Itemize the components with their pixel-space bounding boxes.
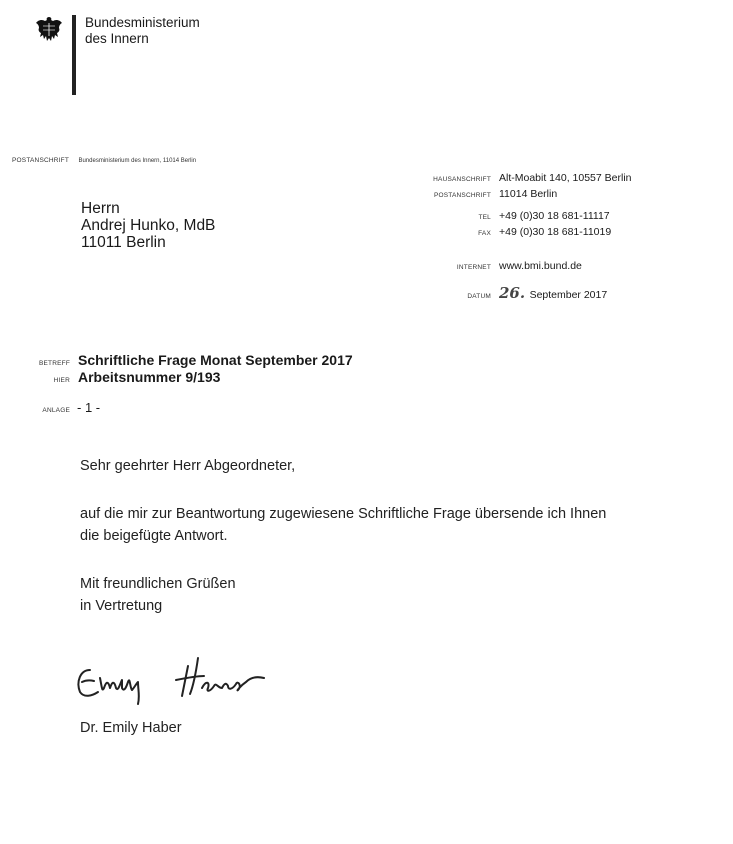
postanschrift-value: 11014 Berlin [499,188,558,200]
signature-text: Emily Haber [70,648,76,649]
recipient-line-3: 11011 Berlin [81,234,166,251]
anlage-row [20,400,100,415]
datum-month-year: September 2017 [529,289,608,301]
datum-day-handwritten: 26. [499,284,526,302]
anlage-value: - 1 - [77,400,101,415]
closing-line-2: in Vertretung [80,598,163,614]
recipient-line-2: Andrej Hunko, MdB [81,217,216,234]
ministry-name [85,15,200,47]
hausanschrift-value: Alt-Moabit 140, 10557 Berlin [499,172,632,184]
postanschrift-label: POSTANSCHRIFT [433,192,491,199]
salutation: Sehr geehrter Herr Abgeordneter, [80,458,296,474]
return-address-value: Bundesministerium des Innern, 11014 Berlin [78,158,197,164]
recipient-address [81,200,215,251]
datum-value [499,284,607,303]
return-address-label: POSTANSCHRIFT [12,157,70,164]
fax-label: FAX [478,230,491,237]
contact-block [405,172,725,302]
ministry-bar [72,15,76,95]
closing-line-1: Mit freundlichen Grüßen [80,576,236,592]
betreff-value: Schriftliche Frage Monat September 2017 [78,352,353,368]
body-line-1: auf die mir zur Beantwortung zugewiesene Schriftliche Frage übersende ich Ihnen [80,506,607,522]
ministry-line-1: Bundesministerium [85,15,200,30]
signer-name: Dr. Emily Haber [80,720,182,736]
datum-label: DATUM [467,293,491,300]
body-line-2: die beigefügte Antwort. [80,528,228,544]
federal-eagle-icon [33,14,65,46]
anlage-label: ANLAGE [42,407,70,414]
internet-label: INTERNET [456,264,491,271]
internet-value: www.bmi.bund.de [499,260,582,272]
return-address [12,149,196,167]
subject-block [20,352,353,386]
tel-value: +49 (0)30 18 681-11117 [499,210,610,222]
ministry-line-2: des Innern [85,31,149,46]
fax-value: +49 (0)30 18 681-11019 [499,226,612,238]
hier-value: Arbeitsnummer 9/193 [78,369,221,385]
recipient-line-1: Herrn [81,200,120,217]
closing [80,573,236,617]
hier-label: HIER [53,377,70,384]
hausanschrift-label: HAUSANSCHRIFT [433,176,491,183]
tel-label: TEL [478,214,491,221]
handwritten-signature [70,648,290,708]
betreff-label: BETREFF [38,360,70,367]
letter-body [80,503,700,547]
